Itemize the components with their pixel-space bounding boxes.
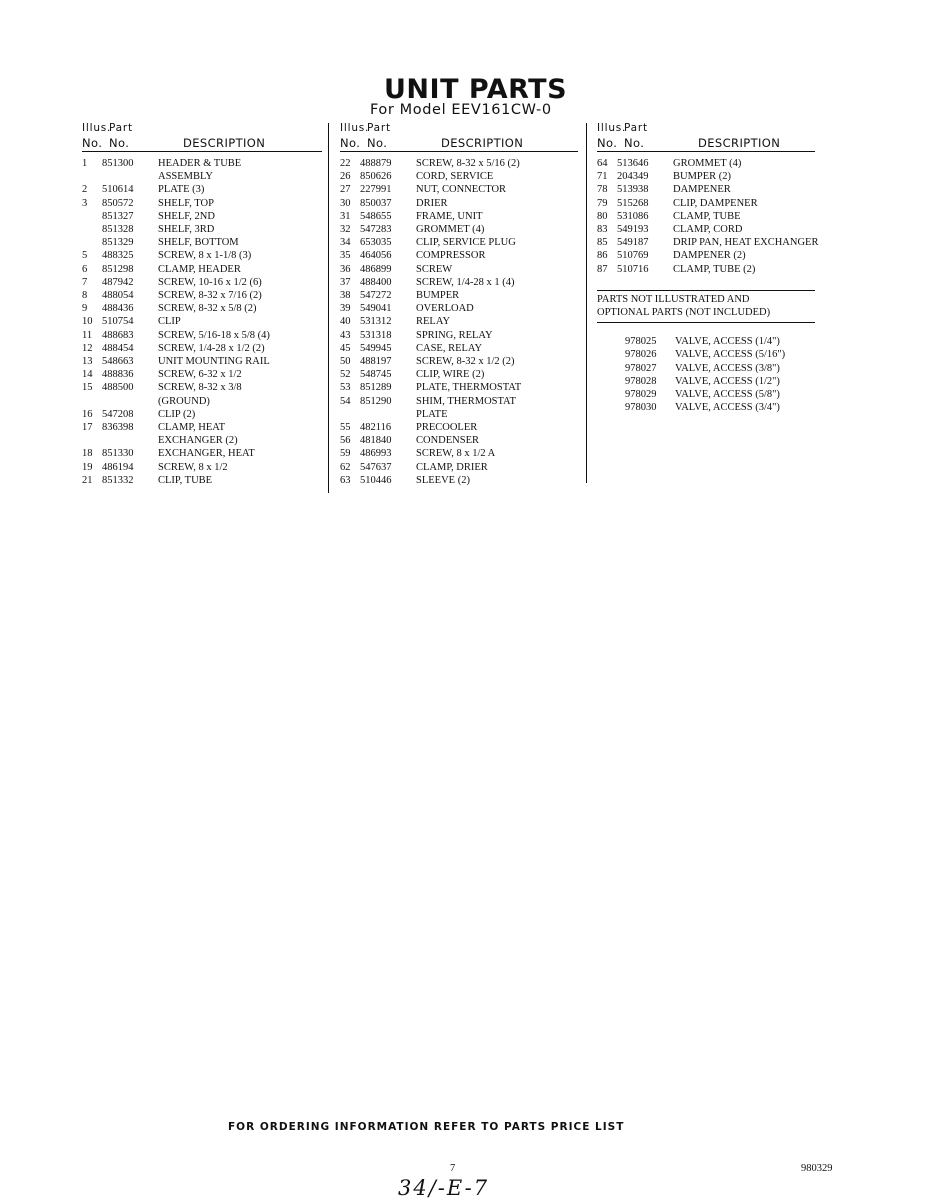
table-row	[597, 183, 847, 196]
table-row	[82, 289, 322, 302]
part-number: 851330	[102, 448, 134, 460]
part-number: 488325	[102, 250, 134, 262]
part-description: VALVE, ACCESS (1/2")	[675, 375, 780, 387]
page-number: 7	[450, 1163, 456, 1174]
table-row	[82, 342, 322, 355]
illus-number: 78	[597, 184, 608, 196]
table-row	[340, 302, 578, 315]
table-row	[340, 474, 578, 487]
part-description: SCREW	[416, 263, 453, 275]
part-label: Part	[624, 122, 648, 134]
part-description: SCREW, 1/4-28 x 1/2 (2)	[158, 342, 265, 354]
part-description: CLIP (2)	[158, 408, 196, 420]
table-row	[597, 197, 847, 210]
part-number: 549945	[360, 342, 392, 354]
illus-number: 16	[82, 408, 93, 420]
part-description: RELAY	[416, 316, 451, 328]
illus-number: 5	[82, 250, 88, 262]
part-number: 547272	[360, 290, 392, 302]
part-number: 978029	[625, 389, 657, 401]
illus-number: 27	[340, 184, 351, 196]
part-number: 978028	[625, 375, 657, 387]
description-label: DESCRIPTION	[183, 136, 266, 150]
part-description: SHIM, THERMOSTAT	[416, 395, 516, 407]
part-number: 549187	[617, 237, 649, 249]
table-row	[82, 421, 322, 434]
part-number: 851328	[102, 224, 134, 236]
illus-number: 15	[82, 382, 93, 394]
part-number: 851290	[360, 395, 392, 407]
part-label: Part	[367, 122, 391, 134]
illus-number: 6	[82, 263, 88, 275]
parts-column-3	[597, 122, 847, 414]
table-row	[340, 289, 578, 302]
part-number: 653035	[360, 237, 392, 249]
table-row	[82, 315, 322, 328]
illus-number: 86	[597, 250, 608, 262]
table-row	[340, 249, 578, 262]
illus-label: Illus.	[597, 122, 627, 134]
handwritten-note: 34/-E-7	[398, 1176, 490, 1200]
illus-number	[82, 236, 102, 249]
illus-number: 56	[340, 435, 351, 447]
part-description: SCREW, 8-32 x 7/16 (2)	[158, 290, 262, 302]
part-description: SCREW, 8-32 x 5/16 (2)	[416, 158, 520, 169]
part-number: 851289	[360, 382, 392, 394]
illus-number: 71	[597, 171, 608, 183]
table-row	[82, 408, 322, 421]
table-row	[340, 355, 578, 368]
table-row	[82, 368, 322, 381]
part-description: SCREW, 1/4-28 x 1 (4)	[416, 276, 515, 288]
illus-number: 12	[82, 342, 93, 354]
table-row	[82, 263, 322, 276]
part-number: 481840	[360, 435, 392, 447]
part-number: 487942	[102, 276, 134, 288]
part-description: CLAMP, TUBE (2)	[673, 263, 756, 275]
illus-number: 39	[340, 303, 351, 315]
table-row	[597, 223, 847, 236]
part-label: Part	[109, 122, 133, 134]
part-number: 547283	[360, 224, 392, 236]
part-description: VALVE, ACCESS (5/8")	[675, 389, 780, 401]
part-no-label: No.	[109, 136, 130, 150]
table-row	[340, 197, 578, 210]
part-number: 850572	[102, 197, 134, 209]
list-item	[597, 375, 847, 388]
table-row	[82, 249, 322, 262]
illus-number	[82, 170, 102, 183]
part-description: VALVE, ACCESS (1/4")	[675, 336, 780, 348]
part-number: 978025	[625, 336, 657, 348]
parts-rows-3	[597, 157, 847, 276]
part-number: 488683	[102, 329, 134, 341]
illus-number: 2	[82, 184, 88, 196]
notes-line-1: PARTS NOT ILLUSTRATED AND	[597, 293, 750, 305]
part-number: 204349	[617, 171, 649, 183]
column-header-top	[597, 122, 847, 136]
illus-number: 31	[340, 210, 351, 222]
part-description: EXCHANGER, HEAT	[158, 448, 255, 460]
part-number: 851298	[102, 263, 134, 275]
illus-number: 59	[340, 448, 351, 460]
list-item	[597, 335, 847, 348]
part-description: PRECOOLER	[416, 422, 478, 434]
table-row	[340, 276, 578, 289]
table-row	[597, 170, 847, 183]
table-row	[340, 381, 578, 394]
part-description: (GROUND)	[158, 395, 210, 407]
table-row	[340, 461, 578, 474]
illus-number: 64	[597, 158, 608, 169]
illus-label: Illus.	[82, 122, 112, 134]
ordering-info-footer: FOR ORDERING INFORMATION REFER TO PARTS PRICE LIST	[228, 1121, 625, 1133]
part-number: 510754	[102, 316, 134, 328]
table-row	[597, 210, 847, 223]
column-divider	[586, 123, 587, 483]
part-description: UNIT MOUNTING RAIL	[158, 356, 270, 368]
part-description: DAMPENER	[673, 184, 731, 196]
table-row	[340, 421, 578, 434]
part-description: SHELF, 3RD	[158, 224, 215, 236]
part-description: CLAMP, TUBE	[673, 210, 741, 222]
part-description: CLIP, DAMPENER	[673, 197, 758, 209]
list-item	[597, 348, 847, 361]
illus-number: 3	[82, 197, 88, 209]
page-title: UNIT PARTS	[384, 74, 568, 105]
notes-box	[597, 291, 815, 323]
table-row	[82, 434, 322, 447]
table-row	[340, 183, 578, 196]
illus-no-label: No.	[597, 136, 618, 150]
illus-number: 9	[82, 303, 88, 315]
part-number: 515268	[617, 197, 649, 209]
part-number: 513646	[617, 158, 649, 169]
part-number: 851327	[102, 210, 134, 222]
table-row	[340, 342, 578, 355]
part-description: VALVE, ACCESS (3/4")	[675, 402, 780, 414]
table-row	[340, 170, 578, 183]
parts-rows-1	[82, 157, 322, 487]
illus-number: 54	[340, 395, 351, 407]
part-description: VALVE, ACCESS (3/8")	[675, 362, 780, 374]
table-row	[340, 329, 578, 342]
part-no-label: No.	[624, 136, 645, 150]
list-item	[597, 388, 847, 401]
illus-number: 38	[340, 290, 351, 302]
part-description: CLIP, TUBE	[158, 474, 213, 486]
illus-number: 17	[82, 422, 93, 434]
part-description: SCREW, 8-32 x 5/8 (2)	[158, 303, 257, 315]
illus-number: 10	[82, 316, 93, 328]
table-row	[597, 249, 847, 262]
table-row	[82, 395, 322, 408]
parts-column-2	[340, 122, 578, 487]
part-number: 978027	[625, 362, 657, 374]
illus-number: 79	[597, 197, 608, 209]
part-number: 488454	[102, 342, 134, 354]
illus-number: 62	[340, 461, 351, 473]
illus-number	[82, 210, 102, 223]
table-row	[597, 236, 847, 249]
table-row	[82, 474, 322, 487]
part-description: SCREW, 8-32 x 3/8	[158, 382, 242, 394]
part-description: SCREW, 6-32 x 1/2	[158, 369, 242, 381]
part-number: 850037	[360, 197, 392, 209]
part-description: DAMPENER (2)	[673, 250, 746, 262]
illus-number: 13	[82, 356, 93, 368]
table-row	[340, 210, 578, 223]
part-description: SPRING, RELAY	[416, 329, 493, 341]
table-row	[340, 434, 578, 447]
column-header-bottom	[82, 136, 322, 152]
table-row	[340, 315, 578, 328]
part-number: 488500	[102, 382, 134, 394]
illus-label: Illus.	[340, 122, 370, 134]
illus-number: 7	[82, 276, 88, 288]
part-number: 851300	[102, 158, 134, 169]
part-description: CLAMP, CORD	[673, 224, 743, 236]
illus-number: 22	[340, 158, 351, 169]
illus-no-label: No.	[340, 136, 361, 150]
part-number: 850626	[360, 171, 392, 183]
table-row	[82, 170, 322, 183]
illus-number: 8	[82, 290, 88, 302]
part-number: 548655	[360, 210, 392, 222]
part-number: 488879	[360, 158, 392, 169]
part-number: 510769	[617, 250, 649, 262]
parts-rows-2	[340, 157, 578, 487]
table-row	[82, 381, 322, 394]
table-row	[82, 223, 322, 236]
model-subtitle: For Model EEV161CW-0	[370, 102, 552, 118]
table-row	[597, 263, 847, 276]
part-description: OVERLOAD	[416, 303, 474, 315]
column-header-bottom	[340, 136, 578, 152]
part-no-label: No.	[367, 136, 388, 150]
illus-number: 14	[82, 369, 93, 381]
illus-number: 50	[340, 356, 351, 368]
part-number: 486194	[102, 461, 134, 473]
part-description: DRIER	[416, 197, 448, 209]
part-description: PLATE, THERMOSTAT	[416, 382, 522, 394]
illus-number: 32	[340, 224, 351, 236]
illus-number: 34	[340, 237, 351, 249]
part-number	[102, 434, 158, 447]
column-divider	[328, 123, 329, 493]
table-row	[340, 368, 578, 381]
optional-parts-list	[597, 335, 847, 414]
table-row	[340, 408, 578, 421]
table-row	[82, 355, 322, 368]
part-number: 531086	[617, 210, 649, 222]
illus-number: 26	[340, 171, 351, 183]
part-description: CLAMP, DRIER	[416, 461, 488, 473]
illus-number: 80	[597, 210, 608, 222]
table-row	[340, 157, 578, 170]
part-number: 486993	[360, 448, 392, 460]
part-number: 851332	[102, 474, 134, 486]
illus-number: 85	[597, 237, 608, 249]
illus-number: 52	[340, 369, 351, 381]
part-description: FRAME, UNIT	[416, 210, 483, 222]
table-row	[82, 183, 322, 196]
part-number: 978030	[625, 402, 657, 414]
notes-section	[597, 290, 815, 323]
part-number: 510716	[617, 263, 649, 275]
table-row	[82, 197, 322, 210]
part-description: PLATE (3)	[158, 184, 205, 196]
table-row	[340, 263, 578, 276]
column-header-top	[82, 122, 322, 136]
illus-number: 19	[82, 461, 93, 473]
part-number: 531312	[360, 316, 392, 328]
illus-number: 40	[340, 316, 351, 328]
part-description: SHELF, TOP	[158, 197, 214, 209]
part-number: 488197	[360, 356, 392, 368]
part-description: PLATE	[416, 408, 448, 420]
notes-line-2: OPTIONAL PARTS (NOT INCLUDED)	[597, 307, 771, 319]
part-number: 978026	[625, 349, 657, 361]
illus-number: 35	[340, 250, 351, 262]
illus-number	[82, 395, 102, 408]
table-row	[82, 447, 322, 460]
illus-no-label: No.	[82, 136, 103, 150]
part-description: NUT, CONNECTOR	[416, 184, 507, 196]
part-description: SCREW, 8-32 x 1/2 (2)	[416, 356, 515, 368]
part-description: CLIP	[158, 316, 181, 328]
table-row	[82, 236, 322, 249]
part-description: VALVE, ACCESS (5/16")	[675, 349, 786, 361]
part-number: 488400	[360, 276, 392, 288]
part-description: SLEEVE (2)	[416, 474, 470, 486]
part-description: SHELF, BOTTOM	[158, 237, 239, 249]
illus-number: 87	[597, 263, 608, 275]
illus-number: 21	[82, 474, 93, 486]
part-number: 488436	[102, 303, 134, 315]
part-number: 510446	[360, 474, 392, 486]
table-row	[340, 223, 578, 236]
part-description: COMPRESSOR	[416, 250, 486, 262]
illus-number: 63	[340, 474, 351, 486]
description-label: DESCRIPTION	[698, 136, 781, 150]
part-number: 488054	[102, 290, 134, 302]
illus-number: 36	[340, 263, 351, 275]
part-description: CLAMP, HEAT	[158, 422, 226, 434]
part-description: EXCHANGER (2)	[158, 435, 238, 447]
part-number: 227991	[360, 184, 392, 196]
part-number: 851329	[102, 237, 134, 249]
part-description: SCREW, 8 x 1/2 A	[416, 448, 496, 460]
table-row	[82, 157, 322, 170]
part-number: 548663	[102, 356, 134, 368]
part-description: GROMMET (4)	[416, 224, 485, 236]
table-row	[82, 302, 322, 315]
table-row	[82, 329, 322, 342]
part-description: CONDENSER	[416, 435, 480, 447]
part-number: 549193	[617, 224, 649, 236]
part-number	[360, 408, 416, 421]
description-label: DESCRIPTION	[441, 136, 524, 150]
part-number: 836398	[102, 422, 134, 434]
illus-number	[82, 434, 102, 447]
illus-number	[82, 223, 102, 236]
part-number: 549041	[360, 303, 392, 315]
part-description: CASE, RELAY	[416, 342, 483, 354]
illus-number: 53	[340, 382, 351, 394]
part-number	[102, 170, 158, 183]
part-number: 486899	[360, 263, 392, 275]
part-number	[102, 395, 158, 408]
illus-number: 37	[340, 276, 351, 288]
table-row	[82, 210, 322, 223]
part-description: GROMMET (4)	[673, 158, 742, 169]
part-number: 547208	[102, 408, 134, 420]
part-description: HEADER & TUBE	[158, 158, 242, 169]
part-description: BUMPER	[416, 290, 460, 302]
illus-number: 43	[340, 329, 351, 341]
part-description: CLIP, WIRE (2)	[416, 369, 485, 381]
part-description: ASSEMBLY	[158, 171, 213, 183]
illus-number: 11	[82, 329, 93, 341]
illus-number: 30	[340, 197, 351, 209]
illus-number: 18	[82, 448, 93, 460]
table-row	[340, 395, 578, 408]
table-row	[82, 276, 322, 289]
table-row	[82, 461, 322, 474]
part-number: 464056	[360, 250, 392, 262]
column-header-bottom	[597, 136, 815, 152]
part-description: SCREW, 8 x 1/2	[158, 461, 228, 473]
part-description: CORD, SERVICE	[416, 171, 494, 183]
part-number: 482116	[360, 422, 392, 434]
part-number: 547637	[360, 461, 392, 473]
illus-number: 55	[340, 422, 351, 434]
part-description: DRIP PAN, HEAT EXCHANGER	[673, 237, 819, 249]
part-description: CLAMP, HEADER	[158, 263, 241, 275]
part-description: SCREW, 10-16 x 1/2 (6)	[158, 276, 262, 288]
part-number: 510614	[102, 184, 134, 196]
parts-column-1	[82, 122, 322, 487]
part-description: SCREW, 5/16-18 x 5/8 (4)	[158, 329, 270, 341]
table-row	[597, 157, 847, 170]
table-row	[340, 236, 578, 249]
part-number: 513938	[617, 184, 649, 196]
table-row	[340, 447, 578, 460]
part-description: CLIP, SERVICE PLUG	[416, 237, 516, 249]
part-number: 531318	[360, 329, 392, 341]
illus-number: 1	[82, 158, 88, 169]
illus-number: 83	[597, 224, 608, 236]
illus-number: 45	[340, 342, 351, 354]
illus-number	[340, 408, 360, 421]
column-header-top	[340, 122, 578, 136]
part-number: 548745	[360, 369, 392, 381]
part-number: 488836	[102, 369, 134, 381]
part-description: BUMPER (2)	[673, 171, 732, 183]
part-description: SHELF, 2ND	[158, 210, 215, 222]
list-item	[597, 362, 847, 375]
list-item	[597, 401, 847, 414]
part-description: SCREW, 8 x 1-1/8 (3)	[158, 250, 252, 262]
document-number: 980329	[801, 1163, 833, 1174]
